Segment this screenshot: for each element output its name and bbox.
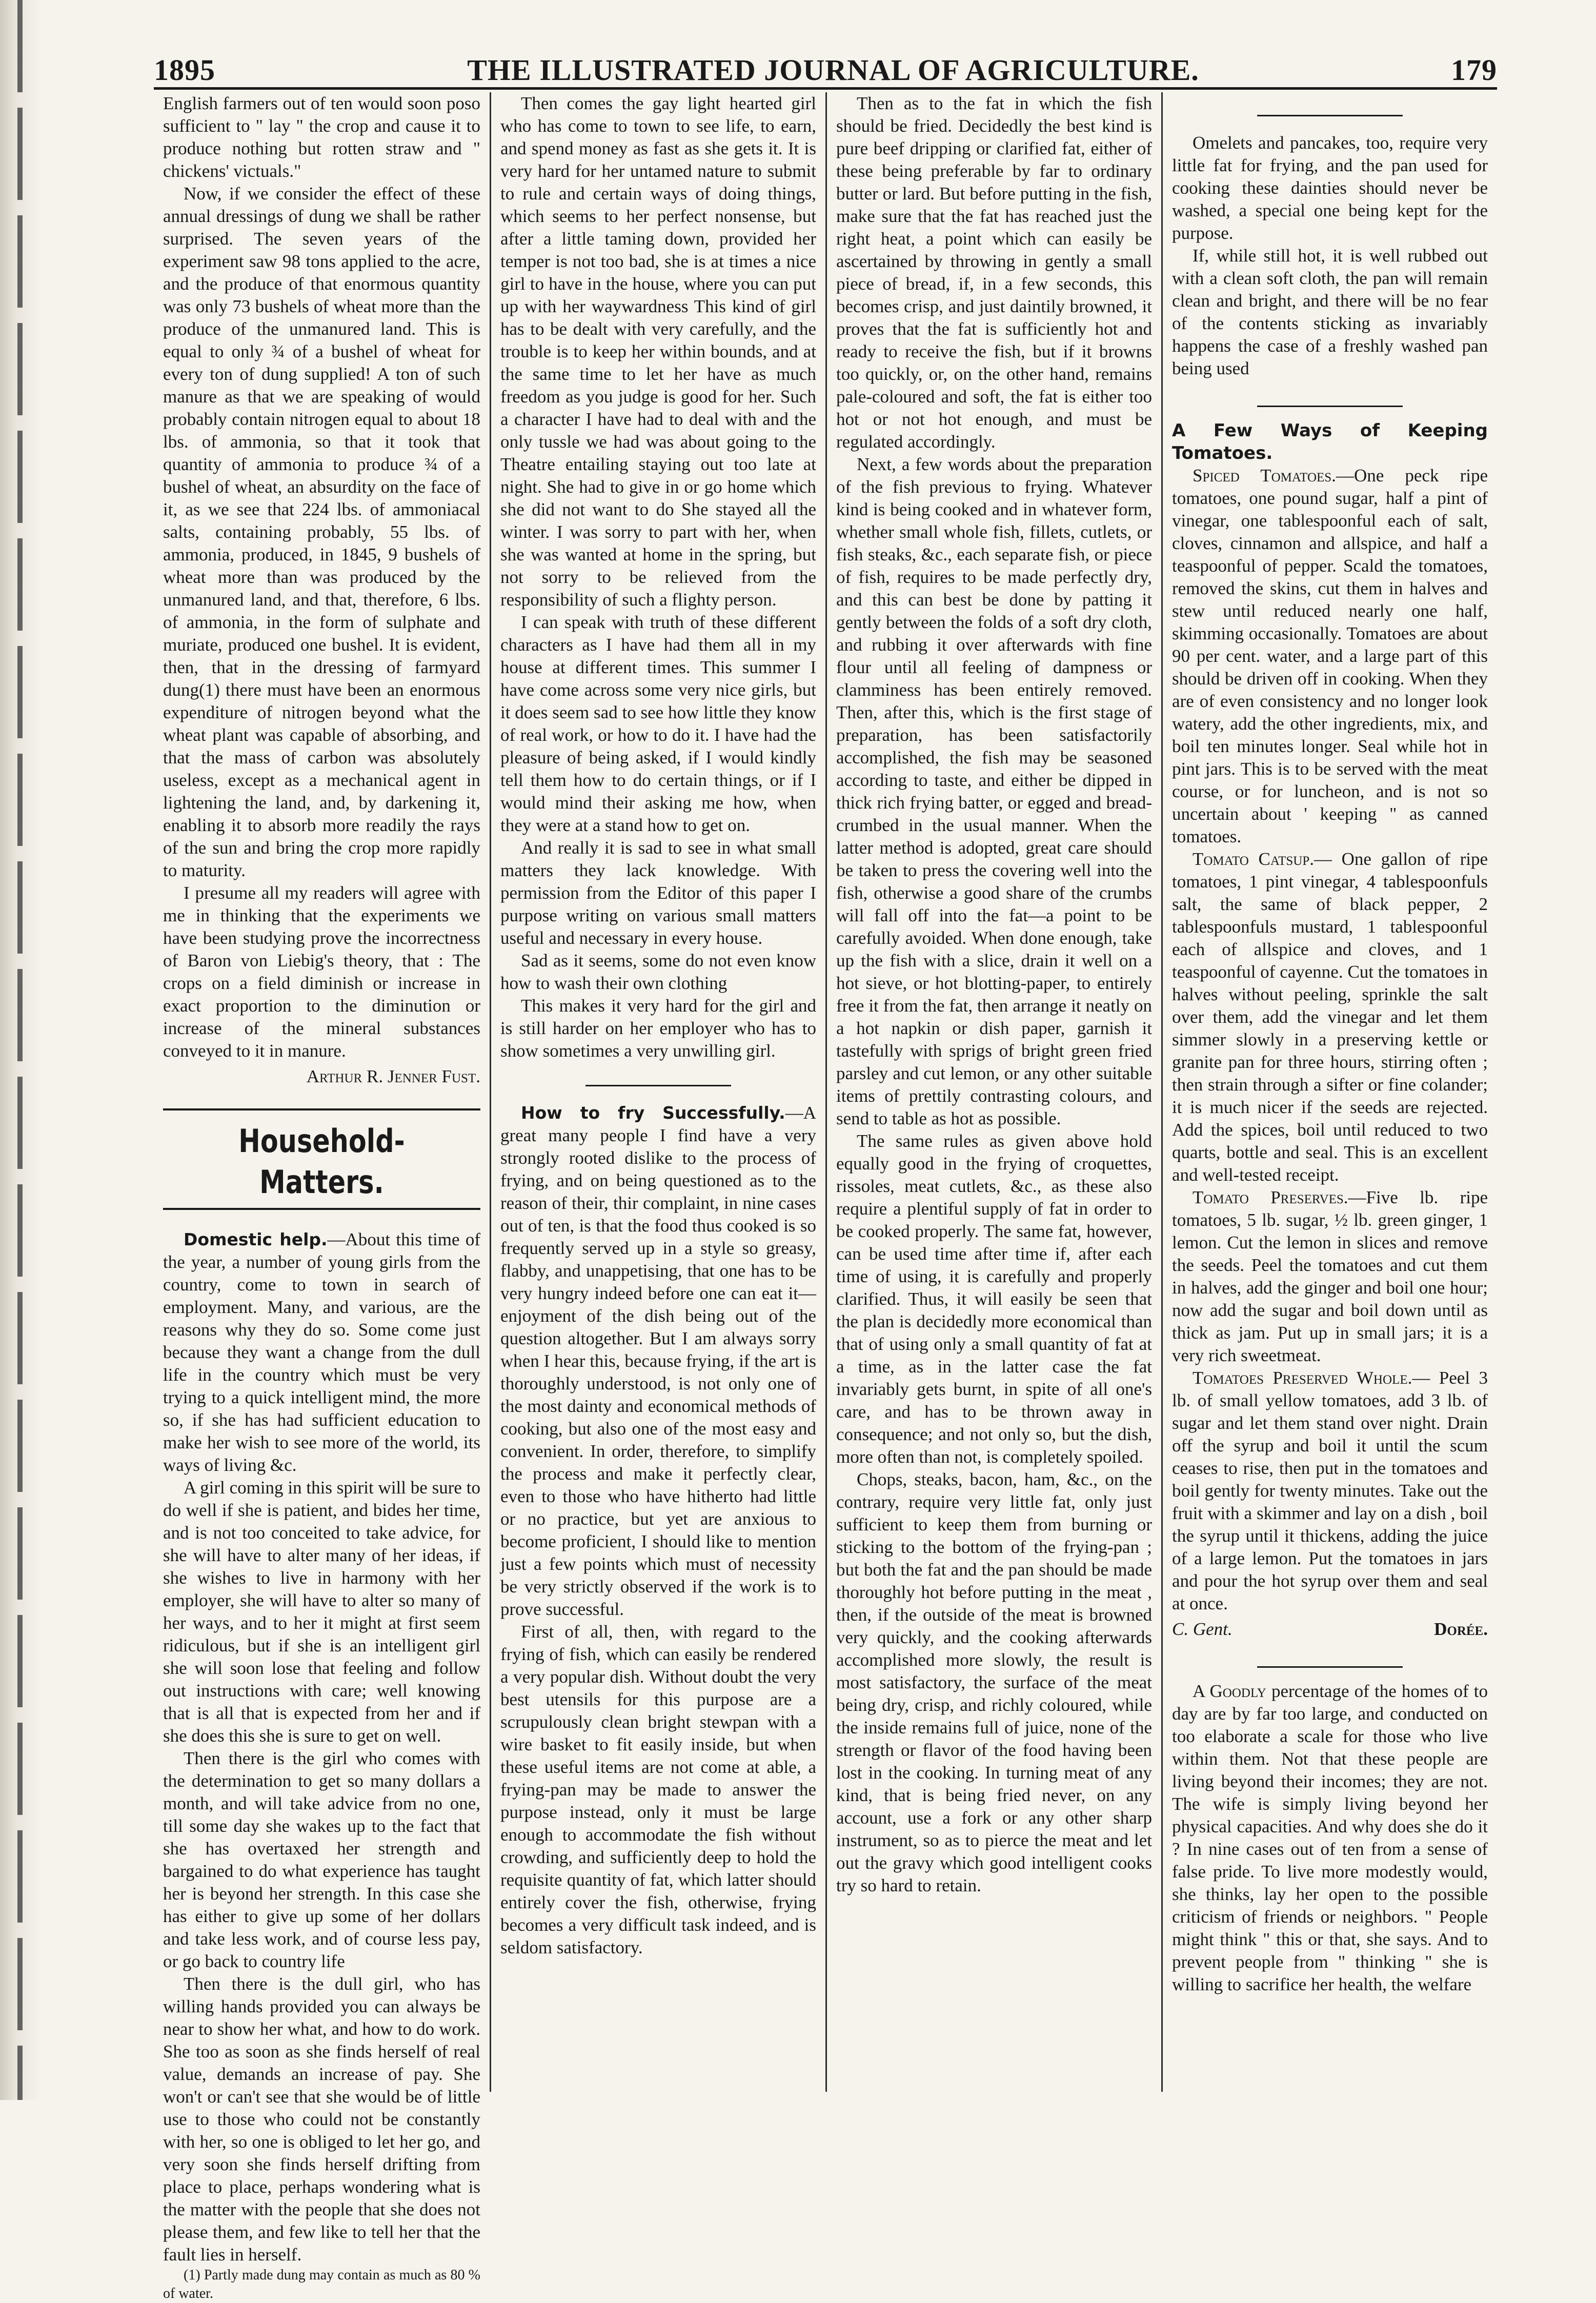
tomatoes-whole-paragraph xyxy=(1172,1367,1488,1615)
binding-stitch-marks xyxy=(17,0,23,2100)
tomatoes-signature-row xyxy=(1172,1618,1488,1641)
spiced-tomatoes-text: —One peck ripe tomatoes, one pound sugar, half a pint of vinegar, one tablespoonful each of salt, cloves, cinnamon and allspice, and half a teaspoonful of pepper. Scald the tomatoes, removed the skins, cut them in halves and stew until reduced nearly one half, skimming occasionally. Tomatoes are about 90 per cent. water, and a large part of this should be driven off in cooking. When they are of even consistency and no longer look watery, add the other ingredients, mix, and boil ten minutes longer. Seal while hot in pint jars. This is to be served with the meat course, or for luncheon, and is not so uncertain about ' keeping " as canned tomatoes. xyxy=(1172,466,1488,846)
section-title-household: Household-Matters. xyxy=(238,1122,405,1201)
domestic-help-paragraph-1 xyxy=(163,1228,480,1477)
domestic-help-paragraph-9: This makes it very hard for the girl and is still harder on her employer who has to show sometimes a very unwilling girl. xyxy=(500,996,816,1061)
frying-paragraph-4: Next, a few words about the preparation of the fish previous to frying. Whatever kind is being cooked and in whatever form, whether small whole fish, fillets, cutlets, or fish steaks, &c., each separate fish, or piece of fish, requires to be made perfectly dry, and this can best be done by patting it gently between the folds of a soft dry cloth, and rubbing it over afterwards with fine flour until all feeling of dampness or clamminess has been entirely removed. Then, after this, which is the first stage of preparation, has been satisfactorily accomplished, the fish may be seasoned according to taste, and either be dipped in thick rich frying batter, or egged and bread-crumbed in the usual manner. When the latter method is adopted, great care should be taken to press the covering well into the fish, otherwise a good share of the crumbs will fall off into the fat—a point to be carefully avoided. When done enough, take up the fish with a slice, drain it well on a hot sieve, or hot blotting-paper, to entirely free it from the fat, then arrange it neatly on a hot napkin or dish paper, garnish it tastefully with sprigs of bright green fried parsley and cut lemon, or any other suitable items of prettily contrasting colours, and send to table as hot as possible. xyxy=(836,454,1152,1128)
tomatoes-signature-right: Dorée. xyxy=(1434,1619,1488,1639)
tomato-preserves-name: Tomato Preserves. xyxy=(1193,1187,1348,1207)
article-divider-tomatoes xyxy=(1257,406,1402,407)
frying-lead: How to fry Successfully. xyxy=(521,1103,785,1123)
header-title: THE ILLUSTRATED JOURNAL OF AGRICULTURE. xyxy=(467,53,1199,87)
spiced-tomatoes-paragraph xyxy=(1172,464,1488,848)
omelets-paragraph-2: If, while still hot, it is well rubbed out with a clean soft cloth, the pan will remain clean and bright, and there will be no fear of the contents sticking as invariably happens the case of a freshly washed pan being used xyxy=(1172,246,1488,378)
tomato-preserves-paragraph xyxy=(1172,1186,1488,1367)
frying-paragraph-2: First of all, then, with regard to the frying of fish, which can easily be rendered a very popular dish. Without doubt the very best utensils for this purpose are a scrupulously clean bright stewpan with a wire basket to fit easily inside, but when these useful items are not come at able, a frying-pan may be made to answer the purpose instead, only it must be large enough to accommodate the fish without crowding, and sufficiently deep to hold the requisite quantity of fat, which latter should entirely cover the fish, otherwise, frying becomes a very difficult task indeed, and is seldom satisfactory. xyxy=(500,1622,816,1957)
footnote-dung: (1) Partly made dung may contain as much as 80 % of water. xyxy=(163,2267,480,2301)
omelets-paragraph-1: Omelets and pancakes, too, require very little fat for frying, and the pan used for cooking these dainties should never be washed, a special one being kept for the purpose. xyxy=(1172,133,1488,243)
page-binding-edge xyxy=(0,0,41,2100)
section-divider xyxy=(163,1108,480,1110)
header-rule xyxy=(154,87,1497,90)
tomatoes-signature-left: C. Gent. xyxy=(1172,1619,1233,1639)
domestic-help-paragraph-8: Sad as it seems, some do not even know how to wash their own clothing xyxy=(500,951,816,993)
section-title-rule xyxy=(163,1208,480,1210)
goodly-paragraph xyxy=(1172,1680,1488,1996)
domestic-help-paragraph-3: Then there is the girl who comes with the determination to get so many dollars a month, and will take advice from no one, till some day she wakes up to the fact that she has overtaxed her strength and bargained to do what experience has taught her is beyond her strength. In this case she has either to give up some of her dollars and take less work, and of course less pay, or go back to country life xyxy=(163,1748,480,1971)
domestic-help-text-1: —About this time of the year, a number of young girls from the country, come to town in search of employment. Many, and various, are the reasons why they do so. Some come just because they want a change from the dull life in the country which must be very trying to a quick intelligent mind, the more so, if she has had sufficient education to make her wish to see more of the world, its ways of living &c. xyxy=(163,1229,480,1475)
domestic-help-paragraph-6: I can speak with truth of these different characters as I have had them all in my house at different times. This summer I have come across some very nice girls, but it does seem sad to see how little they know of real work, or how to do it. I have had the pleasure of being asked, if I would kindly tell them how to do certain things, or if I would mind their asking me how, when they were at a stand how to get on. xyxy=(500,612,816,835)
frying-paragraph-5: The same rules as given above hold equally good in the frying of croquettes, rissoles, meat cutlets, &c., as these also require a plentiful supply of fat in order to be cooked properly. The same fat, however, can be used time after time if, after each time of using, it is carefully and properly clarified. Thus, it will easily be seen that the plan is decidedly more economical than that of using only a small quantity of fat at a time, as in the latter case the fat invariably gets burnt, in spite of all one's care, and has to be thrown away in consequence; and not only so, but the dish, more often than not, is completely spoiled. xyxy=(836,1131,1152,1467)
domestic-help-paragraph-2: A girl coming in this spirit will be sure to do well if she is patient, and bides her time, and is not too conceited to take advice, for she will have to alter many of her ideas, if she wishes to live in harmony with her employer, she will have to alter so many of her ways, and to her it might at first seem ridiculous, but if she is an intelligent girl she will soon lose that feeling and follow out instructions with care; well knowing that is all that is expected from her and if she does this she is sure to get on well. xyxy=(163,1478,480,1746)
column-4 xyxy=(1161,92,1497,2092)
article-divider-goodly xyxy=(1257,1666,1402,1668)
tomato-catsup-name: Tomato Catsup. xyxy=(1193,849,1314,869)
domestic-help-paragraph-7: And really it is sad to see in what small matters they lack knowledge. With permission from the Editor of this paper I purpose writing on various small matters useful and necessary in every house. xyxy=(500,838,816,948)
goodly-text: percentage of the homes of to day are by far too large, and conducted on too elaborate a scale for those who live within them. Not that these people are living beyond their incomes; they are not. The wife is simply living beyond her physical capacities. And why does she do it ? In nine cases out of ten from a sense of false pride. To live more modestly would, she thinks, lay her open to the possible criticism of friends or neighbors. " People might think " this or that, she says. And to prevent people from " thinking " she is willing to sacrifice her health, the welfare xyxy=(1172,1681,1488,1994)
goodly-lead: A Goodly xyxy=(1193,1681,1266,1701)
domestic-help-lead: Domestic help. xyxy=(184,1229,328,1249)
column-3 xyxy=(825,92,1161,2092)
frying-text-1: —A great many people I find have a very strongly rooted dislike to the process of frying, and on being questioned as to the reason of their, thir complaint, in nine cases out of ten, is that the food thus cooked is so frequently served up in a style so greasy, flabby, and unappetising, that one has to be very hungry indeed before one can eat it—enjoyment of the dish being out of the question altogether. But I am always sorry when I hear this, because frying, if the art is thoroughly understood, is not only one of the most dainty and economical methods of cooking, but also one of the most easy and convenient. In order, therefore, to simplify the process and make it perfectly clear, even to those who have hitherto had little or no practice, but yet are anxious to become proficient, I should like to mention just a few points which must of necessity be very strictly observed if the work is to prove successful. xyxy=(500,1103,816,1619)
tomato-preserves-text: —Five lb. ripe tomatoes, 5 lb. sugar, ½ lb. green ginger, 1 lemon. Cut the lemon in slices and remove the seeds. Peel the tomatoes and cut them in halves, add the ginger and boil one hour; now add the sugar and boil down until as thick as jam. Put up in small jars; it is a very rich sweetmeat. xyxy=(1172,1187,1488,1365)
frying-paragraph-6: Chops, steaks, bacon, ham, &c., on the contrary, require very little fat, only just sufficient to keep them from burning or sticking to the bottom of the frying-pan ; but both the fat and the pan should be made thoroughly hot before putting in the meat , then, if the outside of the meat is browned very quickly, and the cooking afterwards accomplished more slowly, the result is most satisfactory, the surface of the meat being dry, crisp, and richly coloured, while the inside remains full of juice, none of the strength or flavor of the food having been lost in the cooking. In turning meat of any kind, that is being fried never, on any account, use a fork or any other sharp instrument, so as to pierce the meat and let out the gravy which good intelligent cooks try so hard to retain. xyxy=(836,1469,1152,1895)
header-page-number: 179 xyxy=(1450,53,1497,87)
article-divider-omelets xyxy=(1257,115,1402,116)
tomatoes-whole-name: Tomatoes Preserved Whole. xyxy=(1193,1368,1412,1388)
tomatoes-whole-text: — Peel 3 lb. of small yellow tomatoes, add 3 lb. of sugar and let them stand over night. Drain off the syrup and boil it until the scum ceases to rise, then put in the tomatoes and boil gently for twenty minutes. Take out the fruit with a skimmer and lay on a dish , boil the syrup until it thickens, adding the juice of a large lemon. Put the tomatoes in jars and pour the hot syrup over them and seal at once. xyxy=(1172,1368,1488,1613)
domestic-help-paragraph-5: Then comes the gay light hearted girl who has come to town to see life, to earn, and spend money as fast as she gets it. It is very hard for her untamed nature to submit to rule and certain ways of doing things, which seems to her perfect nonsense, but after a little taming down, provided her temper is not too bad, she is at times a nice girl to have in the house, where you can put up with her waywardness This kind of girl has to be dealt with very carefully, and the trouble is to keep her within bounds, and at the same time to let her have as much freedom as you judge is good for her. Such a character I have had to deal with and the only tussle we had was about going to the Theatre entailing staying out too late at night. She had to give in or go home which she did not want to do She stayed all the winter. I was sorry to part with her, when she was wanted at home in the spring, but not sorry to be relieved from the responsibility of such a flighty person. xyxy=(500,93,816,610)
tomato-catsup-text: — One gallon of ripe tomatoes, 1 pint vinegar, 4 tablespoonfuls salt, the same of black pepper, 2 tablespoonfuls mustard, 1 tablespoonful each of allspice and cloves, and 1 teaspoonful of cayenne. Cut the tomatoes in halves without peeling, sprinkle the salt over them, add the vinegar and let them simmer slowly in a preserving kettle or granite pan for three hours, stirring often ; then strain through a sifter or fine colander; it is much nicer if the seeds are rejected. Add the spices, boil until reduced to two quarts, bottle and seal. This is an excellent and well-tested receipt. xyxy=(1172,849,1488,1185)
text-columns xyxy=(154,92,1497,2301)
header-year: 1895 xyxy=(154,53,215,87)
tomatoes-title: A Few Ways of Keeping Tomatoes. xyxy=(1172,420,1488,463)
manure-author-signature: Arthur R. Jenner Fust. xyxy=(306,1066,480,1086)
article-divider-frying xyxy=(585,1085,731,1086)
column-2 xyxy=(490,92,825,2092)
domestic-help-paragraph-4a: Then there is the dull girl, who has willing hands provided you can always be near to show her what, and how to do work. She too as soon as she finds herself of real value, demands an increase of pay. She won't or can't see that she would be of little use to those who could not be constantly with her, so one is obliged to let her go, and very soon she finds herself drifting from place to place, perhaps wondering what is the matter with the people that she does not please them, and few like to tell her that the fault lies in herself. xyxy=(163,1974,480,2265)
column-1 xyxy=(154,92,490,2301)
manure-paragraph-1: English farmers out of ten would soon poso sufficient to " lay " the crop and cause it to produce nothing but rotten straw and " chickens' victuals." xyxy=(163,93,480,181)
spiced-tomatoes-name: Spiced Tomatoes. xyxy=(1193,466,1336,486)
manure-paragraph-3: I presume all my readers will agree with me in thinking that the experiments we have been studying prove the incorrectness of Baron von Liebig's theory, that : The crops on a field diminish or increase in exact proportion to the diminution or increase of the mineral substances conveyed to it in manure. xyxy=(163,883,480,1061)
manure-paragraph-2: Now, if we consider the effect of these annual dressings of dung we shall be rather surprised. The seven years of the experiment saw 98 tons applied to the acre, and the produce of that enormous quantity was only 73 bushels of wheat more than the produce of the unmanured land. This is equal to only ¾ of a bushel of wheat for every ton of dung supplied! A ton of such manure as that we are speaking of would probably contain nitrogen equal to about 18 lbs. of ammonia, so that it took that quantity of ammonia to produce ¾ of a bushel of wheat, an absurdity on the face of it, as we see that 224 lbs. of ammoniacal salts, containing probably, 55 lbs. of ammonia, produced, in 1845, 9 bushels of wheat more than was produced by the unmanured land, and that, therefore, 6 lbs. of ammonia, in the form of sulphate and muriate, produced one bushel. It is evident, then, that in the dressing of farmyard dung(1) there must have been an enormous expenditure of nitrogen beyond what the wheat plant was capable of absorbing, and that the mass of carbon was absolutely useless, except as a mechanical agent in lightening the land, and, by darkening it, enabling it to absorb more readily the rays of the sun and bring the crop more rapidly to maturity. xyxy=(163,184,480,880)
frying-paragraph-3: Then as to the fat in which the fish should be fried. Decidedly the best kind is pure beef dripping or clarified fat, either of these being preferable by far to ordinary butter or lard. But before putting in the fish, make sure that the fat has reached just the right heat, a point which can easily be ascertained by throwing in gently a small piece of bread, if, in a few seconds, this becomes crisp, and just daintily browned, it proves that the fat is sufficiently hot and ready to receive the fish, but if it browns too quickly, or, on the other hand, remains pale-coloured and soft, the fat is either too hot or not hot enough, and must be regulated accordingly. xyxy=(836,93,1152,452)
running-header xyxy=(154,46,1497,87)
tomato-catsup-paragraph xyxy=(1172,848,1488,1186)
frying-paragraph-1 xyxy=(500,1102,816,1621)
